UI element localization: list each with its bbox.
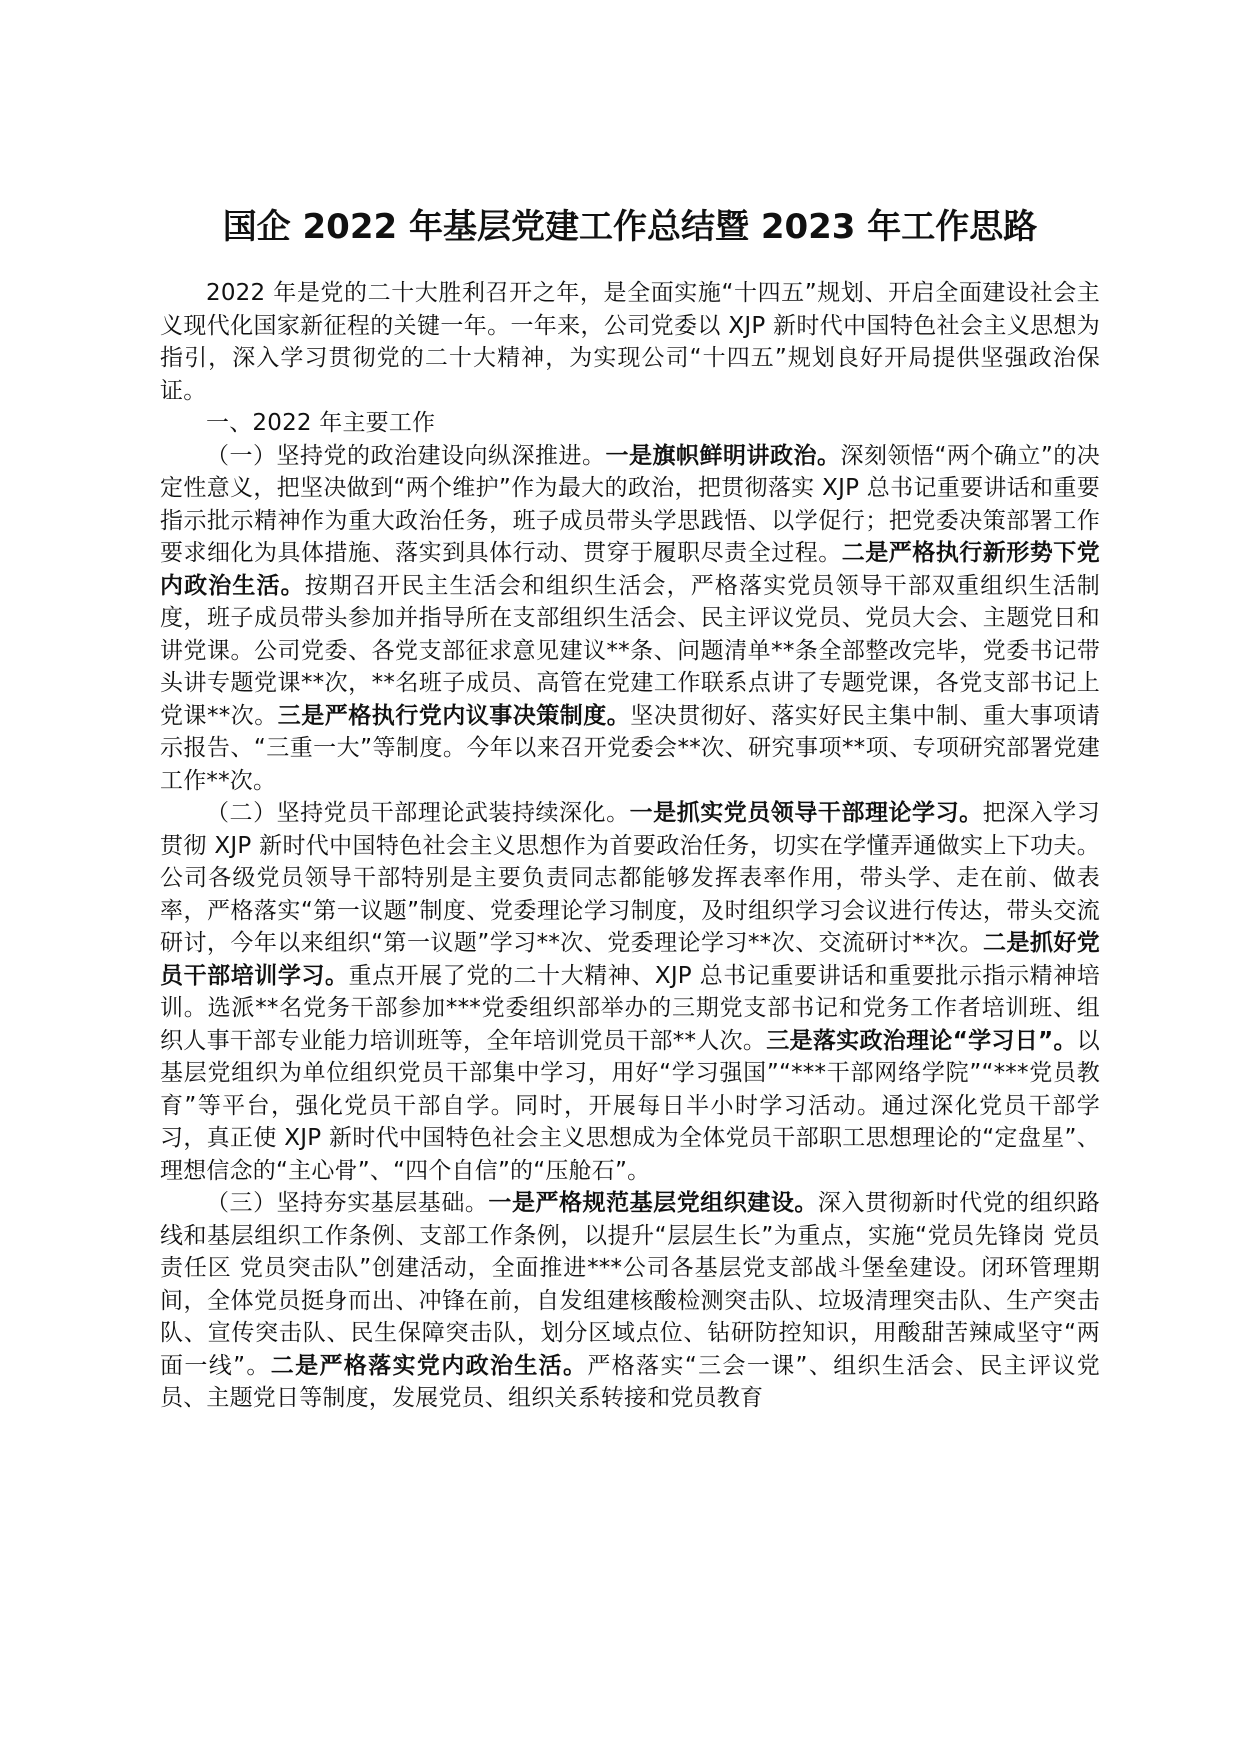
- bold-point-3: 三是落实政治理论“学习日”。: [766, 1027, 1077, 1054]
- paragraph-text: 坚决贯彻好、落实好民主集中制、重大事项请示报告、“三重一大”等制度。今年以来召开党委会**次、研究事项**项、专项研究部署党建工作**次。: [160, 702, 1101, 794]
- bold-point-1: 一是旗帜鲜明讲政治。: [605, 442, 841, 469]
- paragraph-text: 深刻领悟“两个确立”的决定性意义，把坚决做到“两个维护”作为最大的政治，把贯彻落实 XJP 总书记重要讲话和重要指示批示精神作为重大政治任务，班子成员带头学思践悟、以学促行；把党委决策部署工作要求细化为具体措施、落实到具体行动、贯穿于履职尽责全过程。: [160, 442, 1101, 566]
- bold-point-2: 二是抓好党员干部培训学习。: [160, 930, 1101, 989]
- paragraph-text: 把深入学习贯彻 XJP 新时代中国特色社会主义思想作为首要政治任务，切实在学懂弄通做实上下功夫。公司各级党员领导干部特别是主要负责同志都能够发挥表率作用，带头学、走在前、做表率，严格落实“第一议题”制度、党委理论学习制度，及时组织学习会议进行传达，带头交流研讨，今年以来组织“第一议题”学习**次、党委理论学习**次、交流研讨**次。: [160, 800, 1101, 956]
- document-body: [160, 277, 1100, 1415]
- paragraph-lead: （一）坚持党的政治建设向纵深推进。: [206, 442, 606, 469]
- paragraph-grassroots: [160, 1187, 1100, 1415]
- bold-point-3: 三是严格执行党内议事决策制度。: [277, 702, 631, 729]
- paragraph-political-construction: [160, 440, 1100, 798]
- bold-point-1: 一是抓实党员领导干部理论学习。: [629, 800, 983, 826]
- section-heading-main-work: 一、2022 年主要工作: [206, 410, 436, 436]
- paragraph-text: 重点开展了党的二十大精神、XJP 总书记重要讲话和重要批示指示精神培训。选派**名党务干部参加***党委组织部举办的三期党支部书记和党务工作者培训班、组织人事干部专业能力培训班等，全年培训党员干部**人次。: [160, 962, 1100, 1054]
- paragraph-text: 深入贯彻新时代党的组织路线和基层组织工作条例、支部工作条例，以提升“层层生长”为重点，实施“党员先锋岗 党员责任区 党员突击队”创建活动，全面推进***公司各基层党支部战斗堡垒建设。闭环管理期间，全体党员挺身而出、冲锋在前，自发组建核酸检测突击队、垃圾清理突击队、生产突击队、宣传突击队、民生保障突击队，划分区域点位、钻研防控知识，用酸甜苦辣咸坚守“两面一线”。: [160, 1190, 1100, 1379]
- paragraph-lead: （二）坚持党员干部理论武装持续深化。: [206, 800, 630, 826]
- paragraph-text: 以基层党组织为单位组织党员干部集中学习，用好“学习强国”“***干部网络学院”“***党员教育”等平台，强化党员干部自学。同时，开展每日半小时学习活动。通过深化党员干部学习，真正使 XJP 新时代中国特色社会主义思想成为全体党员干部职工思想理论的“定盘星”、理想信念的“主心骨”、“四个自信”的“压舱石”。: [160, 1027, 1100, 1184]
- bold-point-2: 二是严格落实党内政治生活。: [270, 1352, 588, 1379]
- bold-point-1: 一是严格规范基层党组织建设。: [488, 1190, 818, 1216]
- document-title: 国企 2022 年基层党建工作总结暨 2023 年工作思路: [222, 207, 1038, 247]
- paragraph-text: 严格落实“三会一课”、组织生活会、民主评议党员、主题党日等制度，发展党员、组织关系转接和党员教育: [160, 1352, 1100, 1411]
- paragraph-theory-study: [160, 797, 1100, 1187]
- paragraph-lead: （三）坚持夯实基层基础。: [206, 1190, 489, 1216]
- paragraph-text: 按期召开民主生活会和组织生活会，严格落实党员领导干部双重组织生活制度，班子成员带头参加并指导所在支部组织生活会、民主评议党员、党员大会、主题党日和讲党课。公司党委、各党支部征求意见建议**条、问题清单**条全部整改完毕，党委书记带头讲专题党课**次，**名班子成员、高管在党建工作联系点讲了专题党课，各党支部书记上党课**次。: [160, 572, 1100, 729]
- intro-paragraph: 2022 年是党的二十大胜利召开之年，是全面实施“十四五”规划、开启全面建设社会主义现代化国家新征程的关键一年。一年来，公司党委以 XJP 新时代中国特色社会主义思想为指引，深入学习贯彻党的二十大精神，为实现公司“十四五”规划良好开局提供坚强政治保证。: [160, 280, 1100, 404]
- bold-point-2: 二是严格执行新形势下党内政治生活。: [160, 540, 1100, 599]
